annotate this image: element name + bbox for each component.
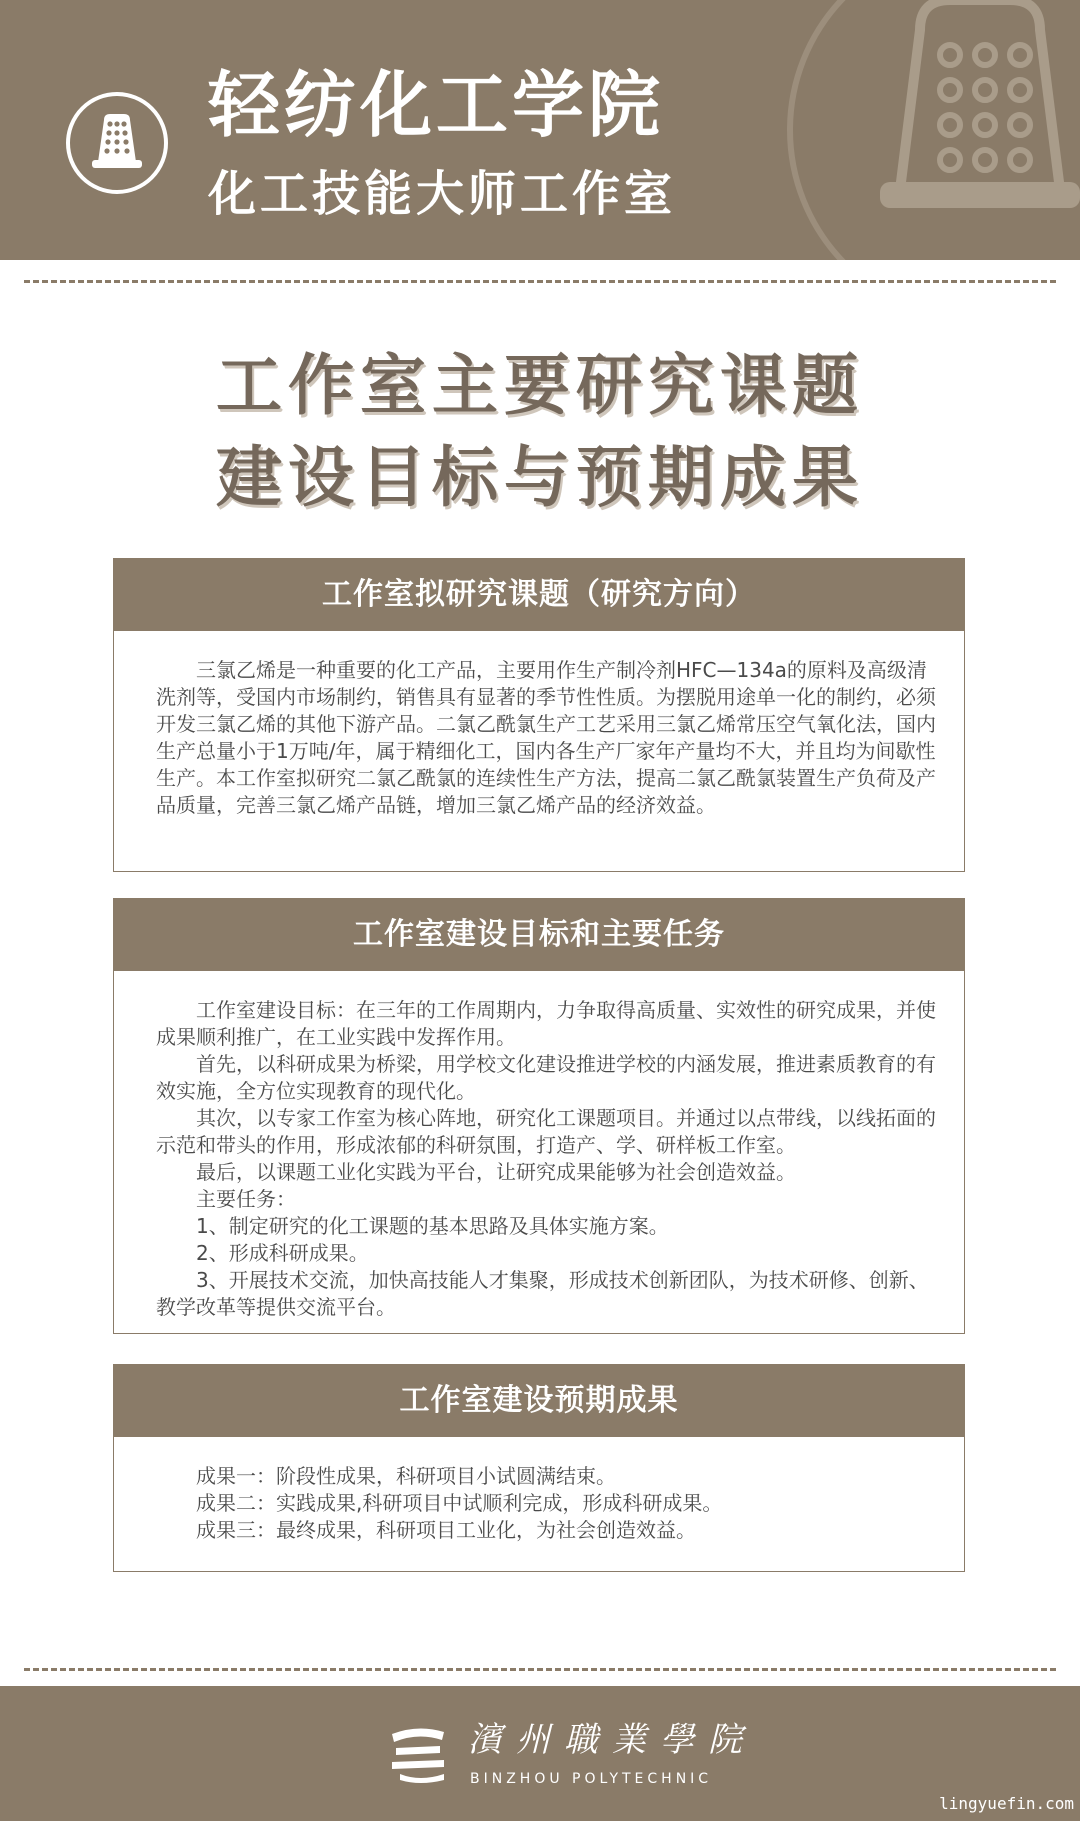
section-body [114, 631, 964, 819]
list-item: 成果二：实践成果,科研项目中试顺利完成，形成科研成果。 [196, 1491, 723, 1515]
main-title-line1: 工作室主要研究课题 [216, 347, 864, 424]
section-body [114, 971, 964, 1321]
school-name-en: BINZHOU POLYTECHNIC [470, 1771, 713, 1787]
main-title-line2: 建设目标与预期成果 [216, 439, 864, 516]
section-goals-tasks [113, 898, 965, 1334]
section-heading: 工作室拟研究课题（研究方向） [114, 559, 964, 631]
school-name-cn: 濱州職業學院 [468, 1720, 756, 1760]
section-body [114, 1437, 964, 1544]
paragraph: 主要任务： [196, 1187, 296, 1211]
footer-banner [0, 1686, 1080, 1821]
dashed-divider-bottom [24, 1668, 1056, 1671]
header-subtitle: 化工技能大师工作室 [208, 166, 677, 222]
dashed-divider-top [24, 280, 1056, 283]
paragraph: 最后，以课题工业化实践为平台，让研究成果能够为社会创造效益。 [196, 1160, 796, 1184]
site-watermark: lingyuefin.com [939, 1794, 1074, 1813]
main-title [0, 340, 1080, 524]
paragraph: 三氯乙烯是一种重要的化工产品，主要用作生产制冷剂HFC—134a的原料及高级清洗剂等，受国内市场制约，销售具有显著的季节性性质。为摆脱用途单一化的制约，必须开发三氯乙烯的其他下游产品。二氯乙酰氯生产工艺采用三氯乙烯常压空气氧化法，国内生产总量小于1万吨/年，属于精细化工，国内各生产厂家年产量均不大，并且均为间歇性生产。本工作室拟研究二氯乙酰氯的连续性生产方法，提高二氯乙酰氯装置生产负荷及产品质量，完善三氯乙烯产品链，增加三氯乙烯产品的经济效益。 [156, 658, 936, 817]
list-item: 1、制定研究的化工课题的基本思路及具体实施方案。 [196, 1214, 669, 1238]
section-heading: 工作室建设预期成果 [114, 1365, 964, 1437]
paragraph: 首先，以科研成果为桥梁，用学校文化建设推进学校的内涵发展，推进素质教育的有效实施，全方位实现教育的现代化。 [156, 1052, 936, 1103]
list-item: 成果一：阶段性成果，科研项目小试圆满结束。 [196, 1464, 616, 1488]
thimble-watermark-icon [770, 0, 1080, 260]
thimble-emblem-icon [64, 90, 170, 196]
paragraph: 其次，以专家工作室为核心阵地，研究化工课题项目。并通过以点带线，以线拓面的示范和带头的作用，形成浓郁的科研氛围，打造产、学、研样板工作室。 [156, 1106, 936, 1157]
section-research-topic [113, 558, 965, 872]
paragraph: 工作室建设目标：在三年的工作周期内，力争取得高质量、实效性的研究成果，并使成果顺利推广，在工业实践中发挥作用。 [156, 998, 936, 1049]
header-banner [0, 0, 1080, 260]
list-item: 成果三：最终成果，科研项目工业化，为社会创造效益。 [196, 1518, 696, 1542]
list-item: 2、形成科研成果。 [196, 1241, 369, 1265]
section-expected-results [113, 1364, 965, 1572]
header-title: 轻纺化工学院 [208, 63, 665, 147]
section-heading: 工作室建设目标和主要任务 [114, 899, 964, 971]
school-logo-icon [386, 1722, 450, 1784]
list-item: 3、开展技术交流，加快高技能人才集聚，形成技术创新团队，为技术研修、创新、教学改革等提供交流平台。 [156, 1268, 929, 1319]
